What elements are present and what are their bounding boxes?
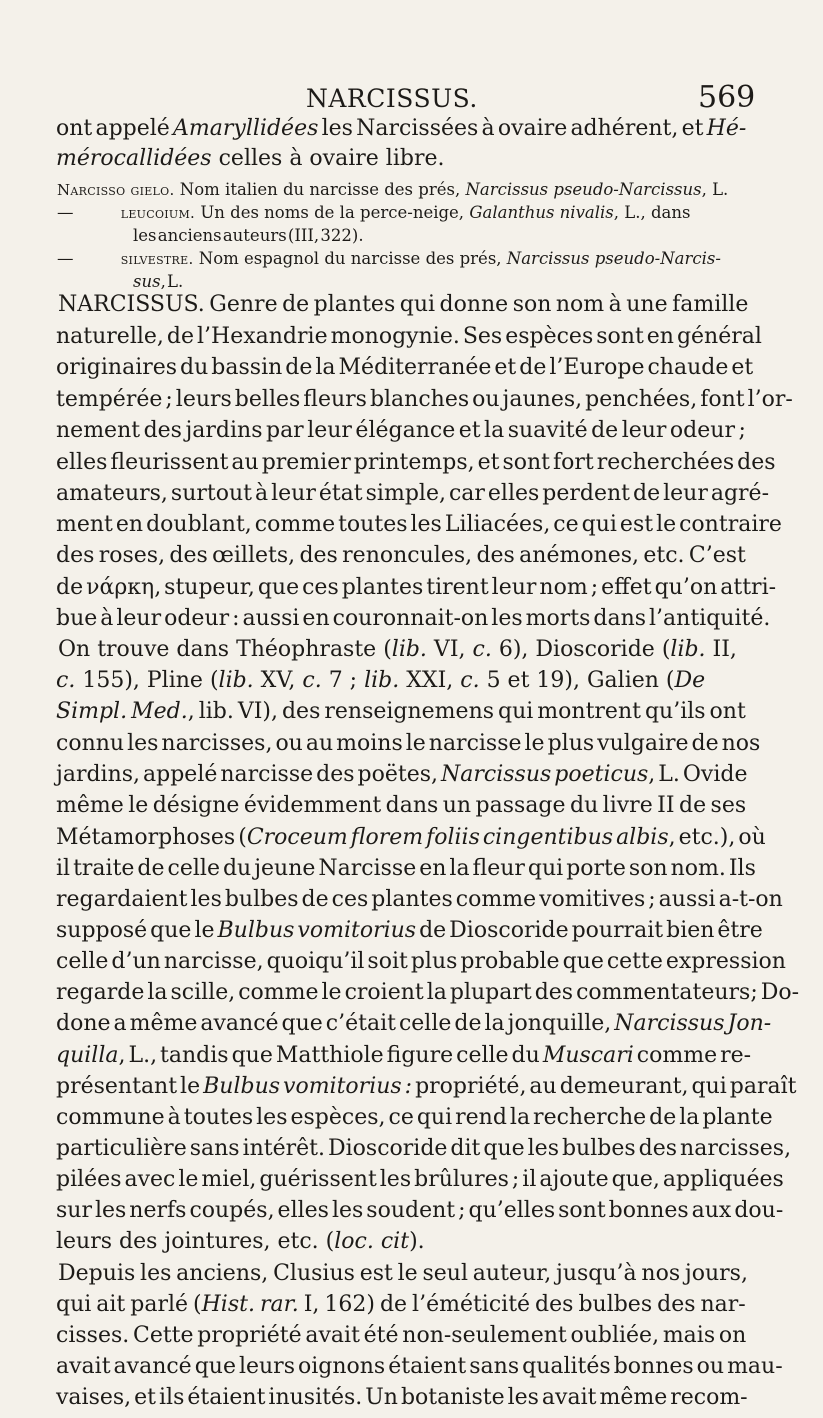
text-line: tempérée ; leurs belles fleurs blanches ou jaunes, penchées, font l’or-: [56, 387, 793, 412]
synonym-note: — leucoium. Un des noms de la perce-neige, Galanthus nivalis, L., dans: [57, 203, 691, 222]
text-line: il traite de celle du jeune Narcisse en la fleur qui porte son nom. Ils: [56, 856, 756, 881]
text-line: regarde la scille, comme le croient la plupart des commentateurs; Do-: [56, 980, 800, 1005]
text-line: celle d’un narcisse, quoiqu’il soit plus probable que cette expression: [56, 949, 786, 974]
text-line: done a même avancé que c’était celle de la jonquille, Narcissus Jon-: [56, 1011, 772, 1036]
text-line: présentant le Bulbus vomitorius : propriété, au demeurant, qui paraît: [56, 1074, 797, 1099]
synonym-note: Narcisso gielo. Nom italien du narcisse des prés, Narcissus pseudo-Narcissus, L.: [57, 180, 729, 199]
text-line: Métamorphoses (Croceum florem foliis cingentibus albis, etc.), où: [56, 825, 766, 850]
text-line: amateurs, surtout à leur état simple, car elles perdent de leur agré-: [56, 481, 770, 506]
text-line: supposé que le Bulbus vomitorius de Dioscoride pourrait bien être: [56, 918, 763, 943]
text-line: qui ait parlé (Hist. rar. I, 162) de l’éméticité des bulbes des nar-: [56, 1292, 746, 1317]
text-line: elles fleurissent au premier printemps, et sont fort recherchées des: [56, 450, 776, 475]
text-line: quilla, L., tandis que Matthiole figure celle du Muscari comme re-: [56, 1043, 752, 1068]
text-line: de νάρκη, stupeur, que ces plantes tirent leur nom ; effet qu’on attri-: [56, 575, 777, 600]
text-line: avait avancé que leurs oignons étaient sans qualités bonnes ou mau-: [56, 1354, 783, 1379]
text-line: jardins, appelé narcisse des poëtes, Narcissus poeticus, L. Ovide: [56, 762, 748, 787]
text-line: même le désigne évidemment dans un passage du livre II de ses: [56, 793, 747, 818]
text-line: regardaient les bulbes de ces plantes comme vomitives ; aussi a-t-on: [56, 887, 783, 912]
text-line: Depuis les anciens, Clusius est le seul auteur, jusqu’à nos jours,: [58, 1261, 748, 1286]
text-line: sur les nerfs coupés, elles les soudent ; qu’elles sont bonnes aux dou-: [56, 1198, 784, 1223]
text-line: particulière sans intérêt. Dioscoride dit que les bulbes des narcisses,: [56, 1136, 792, 1161]
synonym-note: les anciens auteurs (III, 322).: [133, 226, 364, 245]
page-number: 569: [698, 80, 756, 115]
text-line: Simpl. Med., lib. VI), des renseignemens qui montrent qu’ils ont: [56, 699, 746, 724]
text-line: On trouve dans Théophraste (lib. VI, c. 6), Dioscoride (lib. II,: [58, 637, 737, 662]
text-line: ont appelé Amaryllidées les Narcissées à ovaire adhérent, et Hé-: [56, 116, 747, 141]
text-line: originaires du bassin de la Méditerranée et de l’Europe chaude et: [56, 355, 754, 380]
text-line: des roses, des œillets, des renoncules, des anémones, etc. C’est: [56, 543, 746, 568]
synonym-note: — silvestre. Nom espagnol du narcisse des prés, Narcissus pseudo-Narcis-: [57, 249, 721, 268]
text-line: nement des jardins par leur élégance et la suavité de leur odeur ;: [56, 418, 746, 443]
running-head: [0, 78, 800, 118]
text-line: commune à toutes les espèces, ce qui rend la recherche de la plante: [56, 1105, 773, 1130]
text-line: bue à leur odeur : aussi en couronnait-on les morts dans l’antiquité.: [56, 606, 771, 631]
text-line: naturelle, de l’Hexandrie monogynie. Ses espèces sont en général: [56, 324, 762, 349]
running-title: NARCISSUS.: [306, 84, 478, 113]
text-line: leurs des jointures, etc. (loc. cit).: [56, 1229, 425, 1254]
text-line: pilées avec le miel, guérissent les brûlures ; il ajoute que, appliquées: [56, 1167, 784, 1192]
text-line: ment en doublant, comme toutes les Liliacées, ce qui est le contraire: [56, 512, 782, 537]
text-line: NARCISSUS. Genre de plantes qui donne son nom à une famille: [58, 292, 749, 317]
text-line: connu les narcisses, ou au moins le narcisse le plus vulgaire de nos: [56, 731, 761, 756]
text-line: mérocallidées celles à ovaire libre.: [56, 146, 445, 171]
text-line: vaises, et ils étaient inusités. Un botaniste les avait même recom-: [56, 1385, 748, 1410]
text-line: cisses. Cette propriété avait été non-seulement oubliée, mais on: [56, 1323, 747, 1348]
synonym-note: sus, L.: [133, 272, 184, 291]
text-line: c. 155), Pline (lib. XV, c. 7 ; lib. XXI, c. 5 et 19), Galien (De: [56, 668, 706, 693]
